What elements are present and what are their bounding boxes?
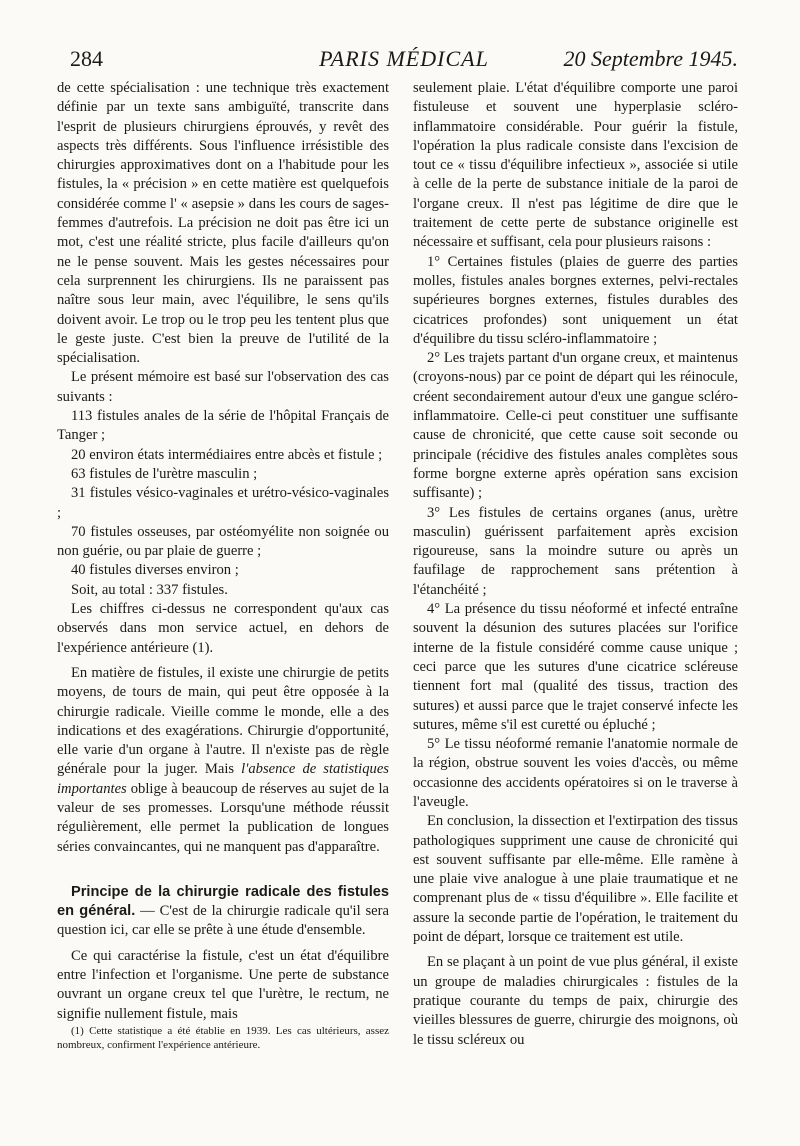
reason-item: 3° Les fistules de certains organes (anus, urètre masculin) guérissent parfaitement après excision rigoureuse, sans la moindre suture ou après un faufilage de rapprochement sans prétention à l'étanchéité ; (413, 504, 738, 598)
page-header (70, 46, 738, 76)
journal-title: PARIS MÉDICAL (319, 46, 489, 71)
paragraph: En se plaçant à un point de vue plus général, il existe un groupe de maladies chirurgicales : fistules de la pratique courante du temps de paix, chirurgie des vieilles blessures de guerre, chirurgie des moignons, où le tissu scléreux ou (413, 954, 738, 1048)
case-item: 63 fistules de l'urètre masculin ; (71, 465, 258, 482)
paragraph: En conclusion, la dissection et l'extirpation des tissus pathologiques suppriment une cause de chronicité qui est souvent suffisante par elle-même. Elle ramène à une plaie vive analogue à une plaie traumatique et ne comprenant plus de « tissu d'équilibre ». Elle facilite et assure la seconde partie de l'opération, le traitement du point de départ, lorsque ce traitement est utile. (413, 813, 738, 946)
section-heading-paragraph: Principe de la chirurgie radicale des fistules en général. — C'est de la chirurgie radicale qu'il sera question ici, car elle se prête à une étude d'ensemble. (57, 883, 389, 939)
paragraph: En matière de fistules, il existe une chirurgie de petits moyens, de tours de main, qui peut être opposée à la chirurgie radicale. Vieille comme le monde, elle a des indications et des exagérations. Chirurgie d'opportunité, elle varie d'un organe à l'autre. Il n'existe pas de règle générale pour la juger. Mais l'absence de statistiques importantes oblige à beaucoup de réserves au sujet de la valeur de ses promesses. Lorsqu'une méthode réussit régulièrement, elle permet la publication de longues séries convaincantes, qui ne manquent pas d'apparaître. (57, 664, 389, 855)
paragraph: Ce qui caractérise la fistule, c'est un état d'équilibre entre l'infection et l'organisme. Une perte de substance ouvrant un organe creux tel que l'urètre, le rectum, ne signifie nullement fistule, mais (57, 947, 389, 1022)
reason-item: 4° La présence du tissu néoformé et infecté entraîne souvent la désunion des sutures placées sur l'orifice interne de la fistule considéré comme cause unique ; ceci parce que les sutures d'une cicatrice scléreuse tiennent fort mal (qualité des tissus, traction des sutures) et aussi parce que le trajet conservé infecte les sutures, même s'il est curetté ou épluché ; (413, 601, 738, 733)
case-item: 40 fistules diverses environ ; (71, 562, 239, 579)
reason-item: 2° Les trajets partant d'un organe creux, et maintenus (croyons-nous) par ce point de départ qui les réinocule, créent secondairement autour d'eux une gangue scléro-inflammatoire. Celle-ci peut constituer une suffisante cause de chronicité, que cette cause soit seconde ou principale (récidive des fistules anales complètes sous forme borgne externe après opération sans excision suffisante) ; (413, 350, 738, 502)
paragraph: de cette spécialisation : une technique très exactement définie par un texte sans ambiguïté, transcrite dans l'esprit de plusieurs chirurgiens éprouvés, y revêt des aspects très différents. Sous l'influence irrésistible des chirurgies approximatives dont on a l'habitude pour les fistules, la « précision » en cette matière est quelquefois considérée comme l' « asepsie » dans les cours de sages-femmes d'autrefois. La précision ne doit pas être ici un mot, c'est une réalité stricte, plus facile d'ailleurs qu'on ne le pense souvent. Mais les gestes nécessaires pour cela surprennent les chirurgiens. Ils ne paraissent pas naître sous leur main, avec l'équilibre, le sens qu'ils doivent avoir. Le trop ou le trop peu les tentent plus que le geste juste. C'est bien la preuve de l'utilité de la spécialisation. (57, 80, 389, 367)
reason-item: 1° Certaines fistules (plaies de guerre des parties molles, fistules anales borgnes externes, pelvi-rectales supérieures borgnes externes, fistules durables des cicatrices profondes) sont uniquement un état d'équilibre du tissu scléro-inflammatoire ; (413, 253, 738, 347)
right-column (413, 79, 738, 1050)
paragraph: seulement plaie. L'état d'équilibre comporte une paroi fistuleuse et souvent une hyperplasie scléro-inflammatoire considérable. Pour guérir la fistule, l'opération la plus radicale consiste dans l'excision de tout ce « tissu d'équilibre infectieux », associée si utile à celle de la perte de substance initiale de la paroi de l'organe creux. Il n'est pas légitime de dire que le traitement de cette perte de substance originelle est nécessaire et suffisant, cela pour plusieurs raisons : (413, 80, 738, 251)
issue-date: 20 Septembre 1945. (563, 46, 738, 71)
paragraph: Les chiffres ci-dessus ne correspondent qu'aux cas observés dans mon service actuel, en dehors de l'expérience antérieure (1). (57, 601, 389, 656)
footnote: (1) Cette statistique a été établie en 1939. Les cas ultérieurs, assez nombreux, confirment l'expérience antérieure. (57, 1024, 389, 1051)
case-item: 70 fistules osseuses, par ostéomyélite non soignée ou non guérie, ou par plaie de guerre ; (57, 523, 389, 560)
section-heading: Principe de la chirurgie radicale des fistules en général. (57, 883, 389, 920)
left-column (57, 79, 389, 1052)
page-number: 284 (70, 46, 103, 71)
reason-item: 5° Le tissu néoformé remanie l'anatomie normale de la région, obstrue souvent les voies d'accès, ou même occasionne des accidents opératoires si on le traverse à l'aveugle. (413, 736, 738, 810)
paragraph: Le présent mémoire est basé sur l'observation des cas suivants : (57, 369, 389, 405)
case-item: Soit, au total : 337 fistules. (71, 581, 228, 598)
case-item: 31 fistules vésico-vaginales et urétro-vésico-vaginales ; (57, 485, 389, 521)
case-item: 113 fistules anales de la série de l'hôpital Français de Tanger ; (57, 408, 389, 444)
case-item: 20 environ états intermédiaires entre abcès et fistule ; (71, 446, 383, 463)
